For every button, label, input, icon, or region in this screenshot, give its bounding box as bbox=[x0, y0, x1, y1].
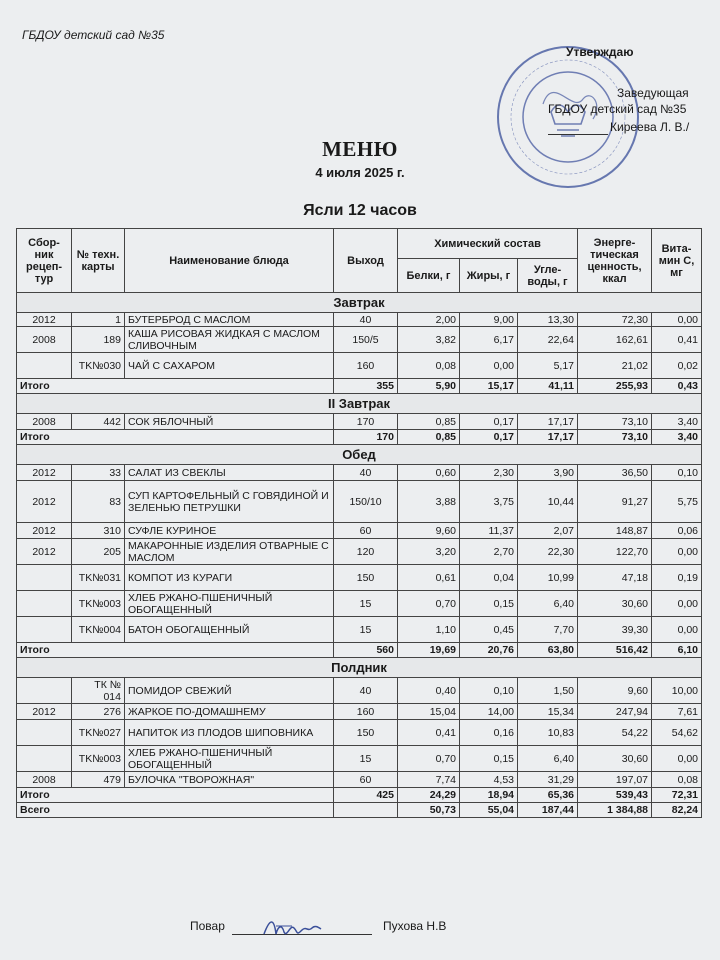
cell-fat: 14,00 bbox=[460, 704, 518, 720]
cell-vitamin: 0,00 bbox=[652, 617, 702, 643]
cell-fat: 9,00 bbox=[460, 313, 518, 327]
cell-tech-card: 83 bbox=[72, 481, 125, 523]
total-value: 20,76 bbox=[460, 643, 518, 658]
cell-carbs: 22,64 bbox=[518, 327, 578, 353]
cell-energy: 30,60 bbox=[578, 591, 652, 617]
total-value: 516,42 bbox=[578, 643, 652, 658]
col-fat: Жиры, г bbox=[460, 259, 518, 293]
cook-name: Пухова Н.В bbox=[383, 919, 447, 933]
cell-vitamin: 0,41 bbox=[652, 327, 702, 353]
cell-recipe-book: 2008 bbox=[17, 327, 72, 353]
cell-energy: 54,22 bbox=[578, 720, 652, 746]
cell-carbs: 22,30 bbox=[518, 539, 578, 565]
grand-total-value: 50,73 bbox=[398, 803, 460, 818]
cell-output: 160 bbox=[334, 704, 398, 720]
total-value: 24,29 bbox=[398, 788, 460, 803]
cell-output: 40 bbox=[334, 313, 398, 327]
cell-fat: 0,45 bbox=[460, 617, 518, 643]
cell-dish-name: СУП КАРТОФЕЛЬНЫЙ С ГОВЯДИНОЙ И ЗЕЛЕНЬЮ ПЕТРУШКИ bbox=[125, 481, 334, 523]
cell-recipe-book bbox=[17, 617, 72, 643]
cell-protein: 0,40 bbox=[398, 678, 460, 704]
cell-recipe-book bbox=[17, 353, 72, 379]
total-value: 255,93 bbox=[578, 379, 652, 394]
section-total-row bbox=[17, 643, 702, 658]
cell-fat: 11,37 bbox=[460, 523, 518, 539]
total-label: Итого bbox=[17, 379, 334, 394]
cell-vitamin: 0,06 bbox=[652, 523, 702, 539]
cell-tech-card: 442 bbox=[72, 414, 125, 430]
cell-tech-card: TK№031 bbox=[72, 565, 125, 591]
total-value: 63,80 bbox=[518, 643, 578, 658]
total-value: 560 bbox=[334, 643, 398, 658]
cell-energy: 162,61 bbox=[578, 327, 652, 353]
total-value: 170 bbox=[334, 430, 398, 445]
cell-protein: 3,82 bbox=[398, 327, 460, 353]
cell-energy: 197,07 bbox=[578, 772, 652, 788]
cell-dish-name: МАКАРОННЫЕ ИЗДЕЛИЯ ОТВАРНЫЕ С МАСЛОМ bbox=[125, 539, 334, 565]
cell-protein: 3,88 bbox=[398, 481, 460, 523]
age-group: Ясли 12 часов bbox=[303, 202, 417, 219]
grand-total-value: 82,24 bbox=[652, 803, 702, 818]
cell-tech-card: 276 bbox=[72, 704, 125, 720]
cell-output: 150/5 bbox=[334, 327, 398, 353]
cell-dish-name: БУТЕРБРОД С МАСЛОМ bbox=[125, 313, 334, 327]
total-value: 15,17 bbox=[460, 379, 518, 394]
section-total-row bbox=[17, 379, 702, 394]
total-value: 17,17 bbox=[518, 430, 578, 445]
cell-energy: 30,60 bbox=[578, 746, 652, 772]
cell-protein: 7,74 bbox=[398, 772, 460, 788]
cell-dish-name: БАТОН ОБОГАЩЕННЫЙ bbox=[125, 617, 334, 643]
cell-vitamin: 0,08 bbox=[652, 772, 702, 788]
cell-energy: 91,27 bbox=[578, 481, 652, 523]
cell-energy: 73,10 bbox=[578, 414, 652, 430]
cell-output: 120 bbox=[334, 539, 398, 565]
cell-output: 15 bbox=[334, 746, 398, 772]
cell-dish-name: САЛАТ ИЗ СВЕКЛЫ bbox=[125, 465, 334, 481]
table-row bbox=[17, 353, 702, 379]
table-row bbox=[17, 720, 702, 746]
document-date: 4 июля 2025 г. bbox=[315, 165, 405, 180]
cell-fat: 0,15 bbox=[460, 591, 518, 617]
grand-total-value: 1 384,88 bbox=[578, 803, 652, 818]
cell-protein: 0,85 bbox=[398, 414, 460, 430]
cell-recipe-book: 2008 bbox=[17, 414, 72, 430]
cell-output: 40 bbox=[334, 678, 398, 704]
cell-output: 170 bbox=[334, 414, 398, 430]
cell-dish-name: ХЛЕБ РЖАНО-ПШЕНИЧНЫЙ ОБОГАЩЕННЫЙ bbox=[125, 591, 334, 617]
cell-vitamin: 54,62 bbox=[652, 720, 702, 746]
cell-carbs: 6,40 bbox=[518, 591, 578, 617]
total-value: 355 bbox=[334, 379, 398, 394]
cell-vitamin: 7,61 bbox=[652, 704, 702, 720]
cell-energy: 47,18 bbox=[578, 565, 652, 591]
cell-carbs: 5,17 bbox=[518, 353, 578, 379]
cell-recipe-book bbox=[17, 720, 72, 746]
total-label: Итого bbox=[17, 430, 334, 445]
total-value: 18,94 bbox=[460, 788, 518, 803]
cell-fat: 0,04 bbox=[460, 565, 518, 591]
cell-recipe-book bbox=[17, 565, 72, 591]
menu-table bbox=[16, 228, 702, 818]
cell-dish-name: СОК ЯБЛОЧНЫЙ bbox=[125, 414, 334, 430]
total-value: 65,36 bbox=[518, 788, 578, 803]
cell-dish-name: КАША РИСОВАЯ ЖИДКАЯ С МАСЛОМ СЛИВОЧНЫМ bbox=[125, 327, 334, 353]
cell-dish-name: ПОМИДОР СВЕЖИЙ bbox=[125, 678, 334, 704]
total-value: 5,90 bbox=[398, 379, 460, 394]
cell-carbs: 15,34 bbox=[518, 704, 578, 720]
cell-carbs: 7,70 bbox=[518, 617, 578, 643]
cell-dish-name: КОМПОТ ИЗ КУРАГИ bbox=[125, 565, 334, 591]
table-row bbox=[17, 481, 702, 523]
col-protein: Белки, г bbox=[398, 259, 460, 293]
total-label: Итого bbox=[17, 643, 334, 658]
cell-carbs: 31,29 bbox=[518, 772, 578, 788]
section-header bbox=[17, 658, 702, 678]
cell-vitamin: 3,40 bbox=[652, 414, 702, 430]
total-value: 425 bbox=[334, 788, 398, 803]
cell-vitamin: 10,00 bbox=[652, 678, 702, 704]
cell-fat: 4,53 bbox=[460, 772, 518, 788]
cell-energy: 21,02 bbox=[578, 353, 652, 379]
cell-vitamin: 5,75 bbox=[652, 481, 702, 523]
cell-carbs: 3,90 bbox=[518, 465, 578, 481]
col-tech-card: № техн. карты bbox=[72, 229, 125, 293]
approval-name: Киреева Л. В./ bbox=[610, 120, 690, 134]
cell-energy: 36,50 bbox=[578, 465, 652, 481]
cell-recipe-book bbox=[17, 746, 72, 772]
menu-body bbox=[17, 293, 702, 818]
cell-fat: 0,16 bbox=[460, 720, 518, 746]
cell-protein: 0,61 bbox=[398, 565, 460, 591]
cell-vitamin: 0,02 bbox=[652, 353, 702, 379]
grand-total-label: Всего bbox=[17, 803, 334, 818]
cell-energy: 247,94 bbox=[578, 704, 652, 720]
grand-total-value: 187,44 bbox=[518, 803, 578, 818]
cell-tech-card: 310 bbox=[72, 523, 125, 539]
cell-protein: 0,70 bbox=[398, 746, 460, 772]
cell-carbs: 10,99 bbox=[518, 565, 578, 591]
cell-protein: 0,41 bbox=[398, 720, 460, 746]
table-row bbox=[17, 313, 702, 327]
cell-fat: 2,30 bbox=[460, 465, 518, 481]
cell-recipe-book: 2008 bbox=[17, 772, 72, 788]
cell-carbs: 6,40 bbox=[518, 746, 578, 772]
cell-output: 150 bbox=[334, 720, 398, 746]
table-row bbox=[17, 327, 702, 353]
cell-recipe-book: 2012 bbox=[17, 704, 72, 720]
cell-output: 40 bbox=[334, 465, 398, 481]
cell-protein: 0,60 bbox=[398, 465, 460, 481]
cell-energy: 122,70 bbox=[578, 539, 652, 565]
col-output: Выход bbox=[334, 229, 398, 293]
cell-tech-card: ТК № 014 bbox=[72, 678, 125, 704]
col-chem-composition: Химический состав bbox=[398, 229, 578, 259]
cell-protein: 3,20 bbox=[398, 539, 460, 565]
section-title: Полдник bbox=[17, 658, 702, 678]
section-title: II Завтрак bbox=[17, 394, 702, 414]
approval-signature-line bbox=[548, 134, 608, 135]
cell-protein: 0,08 bbox=[398, 353, 460, 379]
cell-carbs: 13,30 bbox=[518, 313, 578, 327]
cell-vitamin: 0,00 bbox=[652, 539, 702, 565]
cell-protein: 15,04 bbox=[398, 704, 460, 720]
col-vitamin: Вита-мин С, мг bbox=[652, 229, 702, 293]
section-header bbox=[17, 293, 702, 313]
cell-fat: 0,00 bbox=[460, 353, 518, 379]
cell-output: 160 bbox=[334, 353, 398, 379]
table-row bbox=[17, 523, 702, 539]
total-value: 41,11 bbox=[518, 379, 578, 394]
cell-tech-card: TK№003 bbox=[72, 746, 125, 772]
cell-vitamin: 0,00 bbox=[652, 591, 702, 617]
cook-label: Повар bbox=[190, 919, 225, 933]
table-row bbox=[17, 746, 702, 772]
table-row bbox=[17, 617, 702, 643]
cell-fat: 0,15 bbox=[460, 746, 518, 772]
cell-protein: 9,60 bbox=[398, 523, 460, 539]
col-recipe-book: Сбор-ник рецеп-тур bbox=[17, 229, 72, 293]
cell-energy: 39,30 bbox=[578, 617, 652, 643]
cell-recipe-book: 2012 bbox=[17, 539, 72, 565]
total-value: 72,31 bbox=[652, 788, 702, 803]
cell-protein: 2,00 bbox=[398, 313, 460, 327]
table-row bbox=[17, 704, 702, 720]
cell-tech-card: 1 bbox=[72, 313, 125, 327]
total-value: 0,43 bbox=[652, 379, 702, 394]
table-row bbox=[17, 772, 702, 788]
cell-protein: 0,70 bbox=[398, 591, 460, 617]
section-header bbox=[17, 394, 702, 414]
cell-output: 150 bbox=[334, 565, 398, 591]
cell-fat: 0,10 bbox=[460, 678, 518, 704]
cell-recipe-book bbox=[17, 678, 72, 704]
cell-dish-name: ЖАРКОЕ ПО-ДОМАШНЕМУ bbox=[125, 704, 334, 720]
cell-output: 60 bbox=[334, 772, 398, 788]
cell-recipe-book: 2012 bbox=[17, 465, 72, 481]
col-energy: Энерге-тическая ценность, ккал bbox=[578, 229, 652, 293]
section-title: Завтрак bbox=[17, 293, 702, 313]
cell-recipe-book: 2012 bbox=[17, 313, 72, 327]
cell-output: 15 bbox=[334, 617, 398, 643]
cell-tech-card: 479 bbox=[72, 772, 125, 788]
total-value: 0,17 bbox=[460, 430, 518, 445]
cell-tech-card: TK№027 bbox=[72, 720, 125, 746]
total-label: Итого bbox=[17, 788, 334, 803]
cell-output: 60 bbox=[334, 523, 398, 539]
cell-tech-card: 189 bbox=[72, 327, 125, 353]
cell-recipe-book bbox=[17, 591, 72, 617]
table-row bbox=[17, 678, 702, 704]
cell-dish-name: НАПИТОК ИЗ ПЛОДОВ ШИПОВНИКА bbox=[125, 720, 334, 746]
cell-recipe-book: 2012 bbox=[17, 481, 72, 523]
col-dish: Наименование блюда bbox=[125, 229, 334, 293]
total-value: 73,10 bbox=[578, 430, 652, 445]
cell-fat: 6,17 bbox=[460, 327, 518, 353]
cell-tech-card: TK№030 bbox=[72, 353, 125, 379]
section-total-row bbox=[17, 430, 702, 445]
cell-dish-name: БУЛОЧКА "ТВОРОЖНАЯ" bbox=[125, 772, 334, 788]
cell-tech-card: TK№004 bbox=[72, 617, 125, 643]
cell-energy: 72,30 bbox=[578, 313, 652, 327]
section-total-row bbox=[17, 788, 702, 803]
cell-dish-name: СУФЛЕ КУРИНОЕ bbox=[125, 523, 334, 539]
cell-vitamin: 0,00 bbox=[652, 313, 702, 327]
cell-protein: 1,10 bbox=[398, 617, 460, 643]
grand-total-value: 55,04 bbox=[460, 803, 518, 818]
cell-fat: 3,75 bbox=[460, 481, 518, 523]
total-value: 6,10 bbox=[652, 643, 702, 658]
cell-energy: 148,87 bbox=[578, 523, 652, 539]
cell-recipe-book: 2012 bbox=[17, 523, 72, 539]
cell-carbs: 17,17 bbox=[518, 414, 578, 430]
table-row bbox=[17, 539, 702, 565]
cell-vitamin: 0,19 bbox=[652, 565, 702, 591]
cell-tech-card: TK№003 bbox=[72, 591, 125, 617]
total-value: 3,40 bbox=[652, 430, 702, 445]
section-title: Обед bbox=[17, 445, 702, 465]
table-row bbox=[17, 465, 702, 481]
approval-position: Заведующая bbox=[617, 86, 689, 100]
cook-signature bbox=[262, 916, 342, 940]
total-value: 0,85 bbox=[398, 430, 460, 445]
cell-dish-name: ХЛЕБ РЖАНО-ПШЕНИЧНЫЙ ОБОГАЩЕННЫЙ bbox=[125, 746, 334, 772]
col-carbs: Угле-воды, г bbox=[518, 259, 578, 293]
cell-output: 15 bbox=[334, 591, 398, 617]
cell-output: 150/10 bbox=[334, 481, 398, 523]
cell-dish-name: ЧАЙ С САХАРОМ bbox=[125, 353, 334, 379]
grand-total-row bbox=[17, 803, 702, 818]
cell-carbs: 10,44 bbox=[518, 481, 578, 523]
table-row bbox=[17, 565, 702, 591]
cell-tech-card: 205 bbox=[72, 539, 125, 565]
cell-vitamin: 0,10 bbox=[652, 465, 702, 481]
cell-fat: 2,70 bbox=[460, 539, 518, 565]
table-row bbox=[17, 414, 702, 430]
section-header bbox=[17, 445, 702, 465]
organization-name: ГБДОУ детский сад №35 bbox=[22, 28, 165, 42]
cell-carbs: 1,50 bbox=[518, 678, 578, 704]
cell-tech-card: 33 bbox=[72, 465, 125, 481]
table-row bbox=[17, 591, 702, 617]
total-value: 19,69 bbox=[398, 643, 460, 658]
cell-fat: 0,17 bbox=[460, 414, 518, 430]
cell-vitamin: 0,00 bbox=[652, 746, 702, 772]
approval-organization: ГБДОУ детский сад №35 bbox=[548, 102, 687, 116]
document-title: МЕНЮ bbox=[322, 137, 398, 161]
grand-total-value bbox=[334, 803, 398, 818]
cell-energy: 9,60 bbox=[578, 678, 652, 704]
cell-carbs: 2,07 bbox=[518, 523, 578, 539]
total-value: 539,43 bbox=[578, 788, 652, 803]
approval-title: Утверждаю bbox=[566, 45, 634, 59]
cell-carbs: 10,83 bbox=[518, 720, 578, 746]
